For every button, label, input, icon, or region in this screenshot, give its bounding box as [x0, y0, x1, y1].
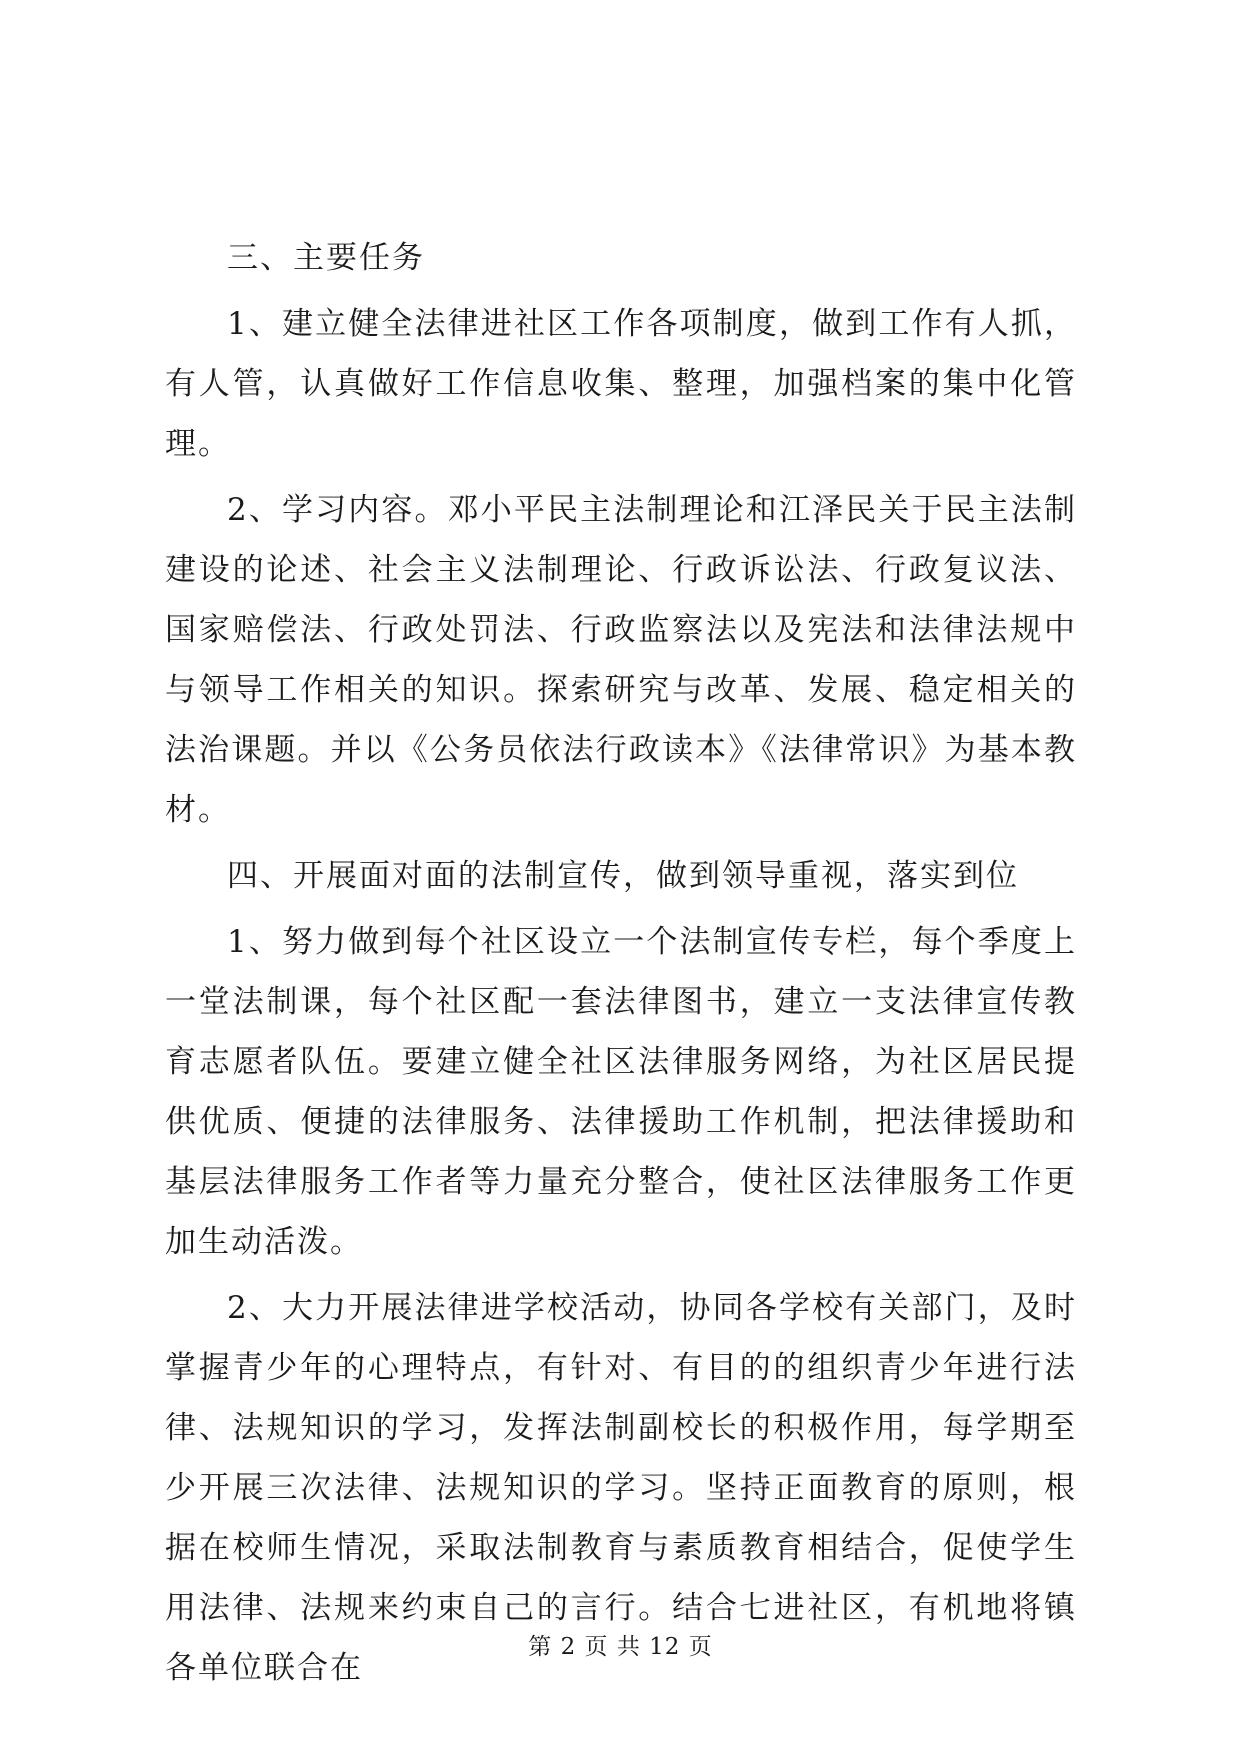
paragraph-publicity-1: 1、努力做到每个社区设立一个法制宣传专栏，每个季度上一堂法制课，每个社区配一套法律图书，建立一支法律宣传教育志愿者队伍。要建立健全社区法律服务网络，为社区居民提供优质、便捷的法律服务、法律援助工作机制，把法律援助和基层法律服务工作者等力量充分整合，使社区法律服务工作更加生动活泼。	[165, 924, 1077, 1260]
document-body	[165, 228, 1077, 1704]
section-heading-publicity: 四、开展面对面的法制宣传，做到领导重视，落实到位	[227, 858, 1019, 894]
section-heading-main-tasks: 三、主要任务	[227, 240, 425, 276]
paragraph-publicity-2: 2、大力开展法律进学校活动，协同各学校有关部门，及时掌握青少年的心理特点，有针对、有目的的组织青少年进行法律、法规知识的学习，发挥法制副校长的积极作用，每学期至少开展三次法律、法规知识的学习。坚持正面教育的原则，根据在校师生情况，采取法制教育与素质教育相结合，促使学生用法律、法规来约束自己的言行。结合七进社区，有机地将镇各单位联合在	[165, 1290, 1077, 1686]
paragraph-task-2: 2、学习内容。邓小平民主法制理论和江泽民关于民主法制建设的论述、社会主义法制理论、行政诉讼法、行政复议法、国家赔偿法、行政处罚法、行政监察法以及宪法和法律法规中与领导工作相关的知识。探索研究与改革、发展、稳定相关的法治课题。并以《公务员依法行政读本》《法律常识》为基本教材。	[165, 492, 1077, 828]
page-number-footer: 第 2 页 共 12 页	[528, 1634, 713, 1660]
paragraph-task-1: 1、建立健全法律进社区工作各项制度，做到工作有人抓，有人管，认真做好工作信息收集、整理，加强档案的集中化管理。	[165, 306, 1077, 462]
